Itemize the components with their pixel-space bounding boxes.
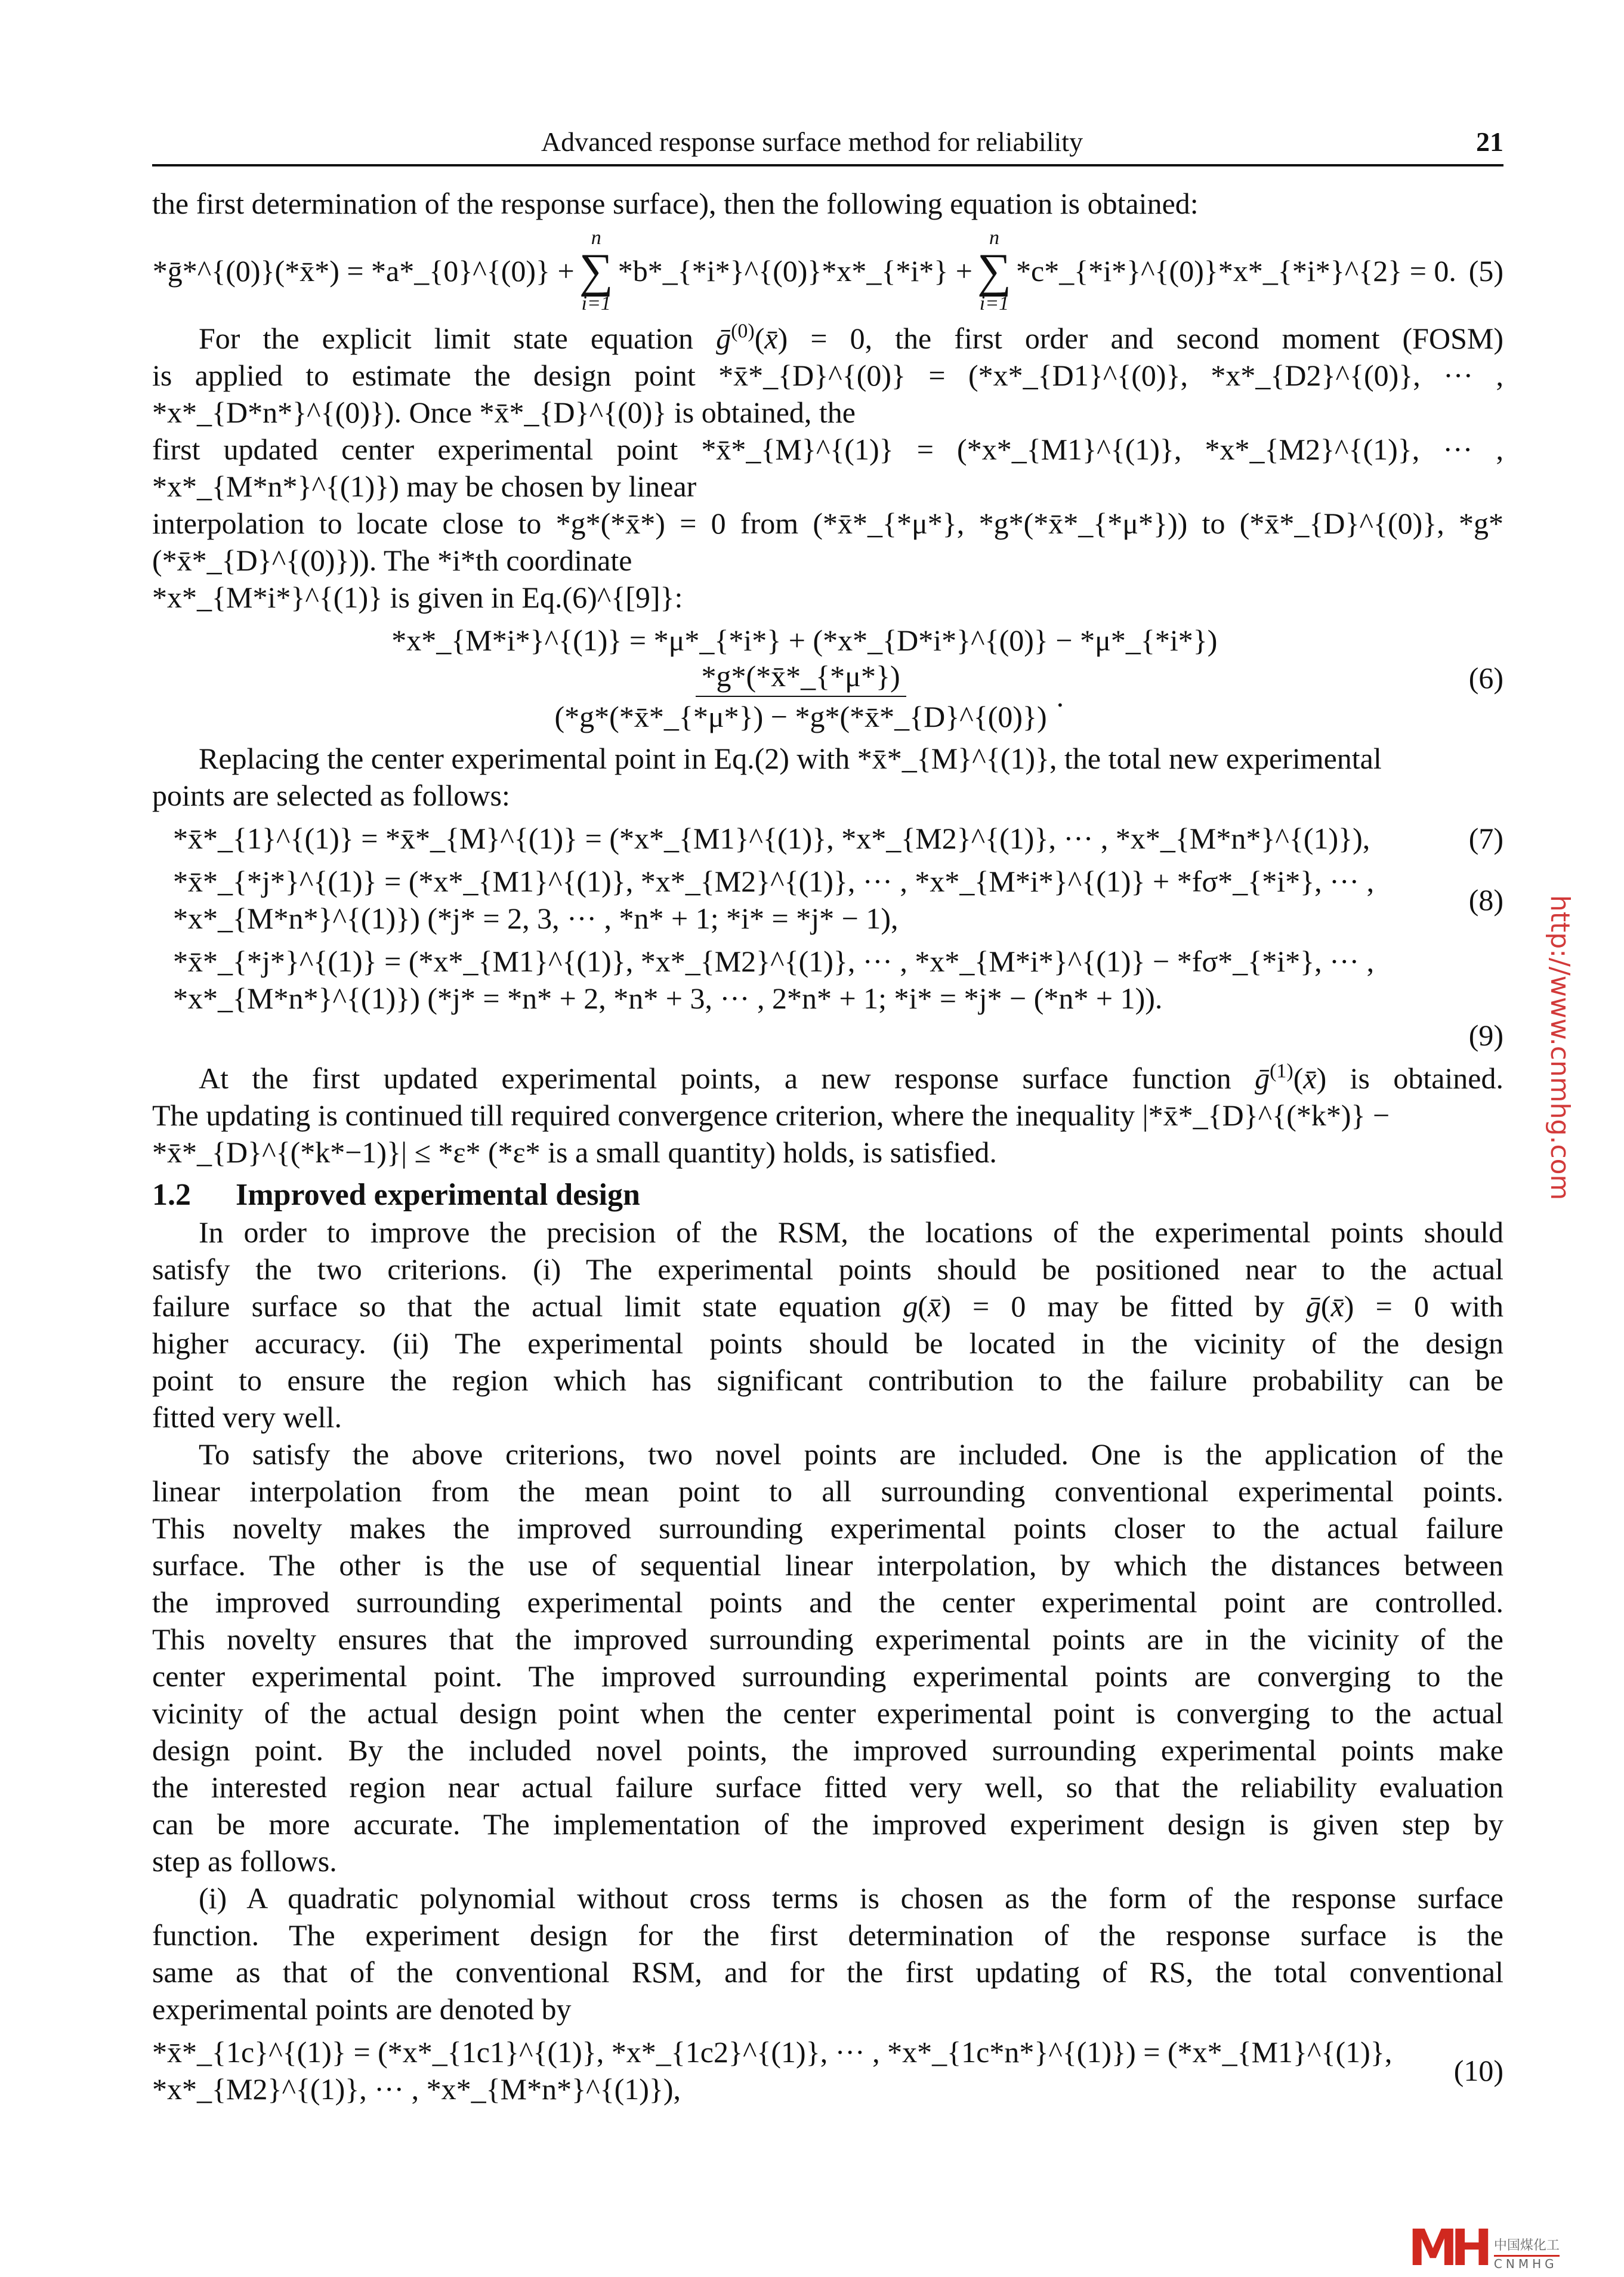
text-line: This novelty makes the improved surrounding experimental points closer to the actual failure <box>152 1511 1503 1545</box>
paragraph-4 <box>152 1214 1503 1436</box>
cnmhg-logo <box>1408 2219 1560 2277</box>
text-line: vicinity of the actual design point when the center experimental point is converging to the actual <box>152 1696 1503 1730</box>
text-line: the interested region near actual failure surface fitted very well, so that the reliability evaluation <box>152 1770 1503 1804</box>
equation-number: (10) <box>1453 2054 1503 2087</box>
summation-1 <box>579 228 613 314</box>
text-line: step as follows. <box>152 1844 337 1878</box>
page-number: 21 <box>1476 126 1503 157</box>
sum-upper-limit: n <box>591 227 601 249</box>
text-line: center experimental point. The improved surrounding experimental points are converging to the <box>152 1659 1503 1693</box>
text-line: the first determination of the response surface), then the following equation is obtained: <box>152 187 1199 220</box>
fraction <box>549 659 1053 734</box>
section-number: 1.2 <box>152 1178 191 1212</box>
equation-5 <box>152 228 1503 314</box>
text-line: To satisfy the above criterions, two novel points are included. One is the application of the <box>199 1437 1503 1471</box>
text-line: At the first updated experimental points, a new response surface function ḡ$^{(1)}$(x̄) is obtained. <box>199 1060 1503 1095</box>
text-line: interpolation to locate close to *g*(*x̄*) = 0 from (*x̄*_{*μ*}, *g*(*x̄*_{*μ*})) to (*x̄*_{D}^{(0)}, *g*(*x̄*_{D}^{(0)})). The *i*th coordinate <box>152 507 1503 577</box>
text-line: points are selected as follows: <box>152 779 510 812</box>
header-title: Advanced response surface method for reliability <box>541 126 1083 157</box>
text-line: *x*_{M*i*}^{(1)} is given in Eq.(6)^{[9]}: <box>152 581 683 614</box>
header-rule <box>152 164 1503 166</box>
page-body <box>152 179 1503 2108</box>
text-line: can be more accurate. The implementation of the improved experiment design is given step by <box>152 1807 1503 1841</box>
denominator: (*g*(*x̄*_{*μ*}) − *g*(*x̄*_{D}^{(0)}) <box>554 700 1047 733</box>
text-line: In order to improve the precision of the RSM, the locations of the experimental points should <box>199 1215 1503 1249</box>
eq10-body: *x̄*_{1c}^{(1)} = (*x*_{1c1}^{(1)}, *x*_{1c2}^{(1)}, ··· , *x*_{1c*n*}^{(1)}) = (*x*_{M1}^{(1)}, *x*_{M2}^{(1)}, ··· , *x*_{M*n*}^{(1)}), <box>152 2035 1393 2106</box>
equation-9 <box>152 943 1503 1017</box>
text-line: surface. The other is the use of sequential linear interpolation, by which the distances between <box>152 1548 1503 1582</box>
eq6-lhs: *x*_{M*i*}^{(1)} = *μ*_{*i*} + (*x*_{D*i*}^{(0)} − *μ*_{*i*}) <box>391 624 1218 657</box>
text-line: function. The experiment design for the first determination of the response surface is the <box>152 1918 1503 1952</box>
equation-number: (5) <box>1468 254 1503 288</box>
sum-upper-limit: n <box>989 227 999 249</box>
text-line: same as that of the conventional RSM, and for the first updating of RS, the total conventional <box>152 1955 1503 1989</box>
equation-number: (8) <box>1468 883 1503 917</box>
paragraph-0 <box>152 185 1503 222</box>
equation-8 <box>152 863 1503 937</box>
equation-number: (6) <box>1468 661 1503 695</box>
running-header <box>0 124 1624 160</box>
text-line: (i) A quadratic polynomial without cross terms is chosen as the form of the response surface <box>199 1881 1503 1915</box>
numerator: *g*(*x̄*_{*μ*}) <box>696 659 906 697</box>
summation-2 <box>977 228 1011 314</box>
paragraph-6 <box>152 1880 1503 2028</box>
paragraph-3 <box>152 1060 1503 1171</box>
equation-number: (9) <box>1468 1019 1503 1052</box>
paragraph-2 <box>152 740 1503 814</box>
equation-7 <box>152 820 1503 857</box>
equation-10 <box>152 2034 1503 2108</box>
eq5-term1: *b*_{*i*}^{(0)}*x*_{*i*} + <box>618 254 972 288</box>
eq6-period: . <box>1056 680 1064 713</box>
text-line: design point. By the included novel points, the improved surrounding experimental points make <box>152 1733 1503 1767</box>
text-line: This novelty ensures that the improved surrounding experimental points are in the vicinity of the <box>152 1622 1503 1656</box>
watermark-url: http://www.cnmhg.com <box>1545 895 1575 1201</box>
paragraph-5 <box>152 1436 1503 1880</box>
equation-number: (7) <box>1468 822 1503 855</box>
section-heading <box>152 1177 1503 1214</box>
logo-mark: MH <box>1408 2219 1486 2277</box>
text-line: For the explicit limit state equation ḡ$^{(0)}$(x̄) = 0, the first order and second moment (FOSM) <box>199 320 1504 355</box>
eq5-lhs: *ḡ*^{(0)}(*x̄*) = *a*_{0}^{(0)} + <box>152 254 575 288</box>
text-line: failure surface so that the actual limit state equation g(x̄) = 0 may be fitted by ḡ(x̄) = 0 with <box>152 1289 1503 1323</box>
equation-6 <box>152 622 1503 734</box>
text-line: The updating is continued till required convergence criterion, where the inequality |*x̄*_{D}^{(*k*)} − <box>152 1099 1390 1132</box>
sum-lower-limit: i=1 <box>581 292 611 314</box>
eq8-body: *x̄*_{*j*}^{(1)} = (*x*_{M1}^{(1)}, *x*_{M2}^{(1)}, ··· , *x*_{M*i*}^{(1)} + *fσ*_{*i*}, ··· , *x*_{M*n*}^{(1)}) (*j* = 2, 3, ··· , *n* + 1; *i* = *j* − 1), <box>173 865 1375 935</box>
sigma-symbol: ∑ <box>579 245 613 297</box>
sigma-symbol: ∑ <box>977 245 1012 297</box>
logo-english-text: CNMHG <box>1493 2256 1558 2271</box>
text-line: linear interpolation from the mean point to all surrounding conventional experimental points. <box>152 1474 1503 1508</box>
paragraph-1 <box>152 320 1503 616</box>
sum-lower-limit: i=1 <box>979 292 1009 314</box>
text-line: the improved surrounding experimental points and the center experimental point are controlled. <box>152 1585 1503 1619</box>
text-line: higher accuracy. (ii) The experimental points should be located in the vicinity of the design <box>152 1326 1503 1360</box>
section-title: Improved experimental design <box>236 1178 640 1212</box>
text-line: experimental points are denoted by <box>152 1992 572 2026</box>
eq9-body: *x̄*_{*j*}^{(1)} = (*x*_{M1}^{(1)}, *x*_{M2}^{(1)}, ··· , *x*_{M*i*}^{(1)} − *fσ*_{*i*}, ··· , *x*_{M*n*}^{(1)}) (*j* = *n* + 2, *n* + 3, ··· , 2*n* + 1; *i* = *j* − (*n* + 1)). <box>173 945 1375 1015</box>
logo-chinese-text: 中国煤化工 <box>1494 2235 1560 2257</box>
text-line: point to ensure the region which has significant contribution to the failure probability can be <box>152 1363 1503 1397</box>
text-line: Replacing the center experimental point in Eq.(2) with *x̄*_{M}^{(1)}, the total new experimental <box>199 742 1382 775</box>
eq5-term2: *c*_{*i*}^{(0)}*x*_{*i*}^{2} = 0. <box>1016 254 1456 288</box>
text-line: first updated center experimental point *x̄*_{M}^{(1)} = (*x*_{M1}^{(1)}, *x*_{M2}^{(1)}, ··· , *x*_{M*n*}^{(1)}) may be chosen by linear <box>152 433 1503 503</box>
text-line: satisfy the two criterions. (i) The experimental points should be positioned near to the actual <box>152 1252 1503 1286</box>
text-line: is applied to estimate the design point *x̄*_{D}^{(0)} = (*x*_{D1}^{(0)}, *x*_{D2}^{(0)}, ··· , *x*_{D*n*}^{(0)}). Once *x̄*_{D}^{(0)} is obtained, the <box>152 359 1503 429</box>
equation-9-number-row <box>152 1017 1503 1054</box>
text-line: fitted very well. <box>152 1400 342 1434</box>
text-line: *x̄*_{D}^{(*k*−1)}| ≤ *ε* (*ε* is a small quantity) holds, is satisfied. <box>152 1136 997 1169</box>
eq7-body: *x̄*_{1}^{(1)} = *x̄*_{M}^{(1)} = (*x*_{M1}^{(1)}, *x*_{M2}^{(1)}, ··· , *x*_{M*n*}^{(1)}), <box>173 822 1370 855</box>
